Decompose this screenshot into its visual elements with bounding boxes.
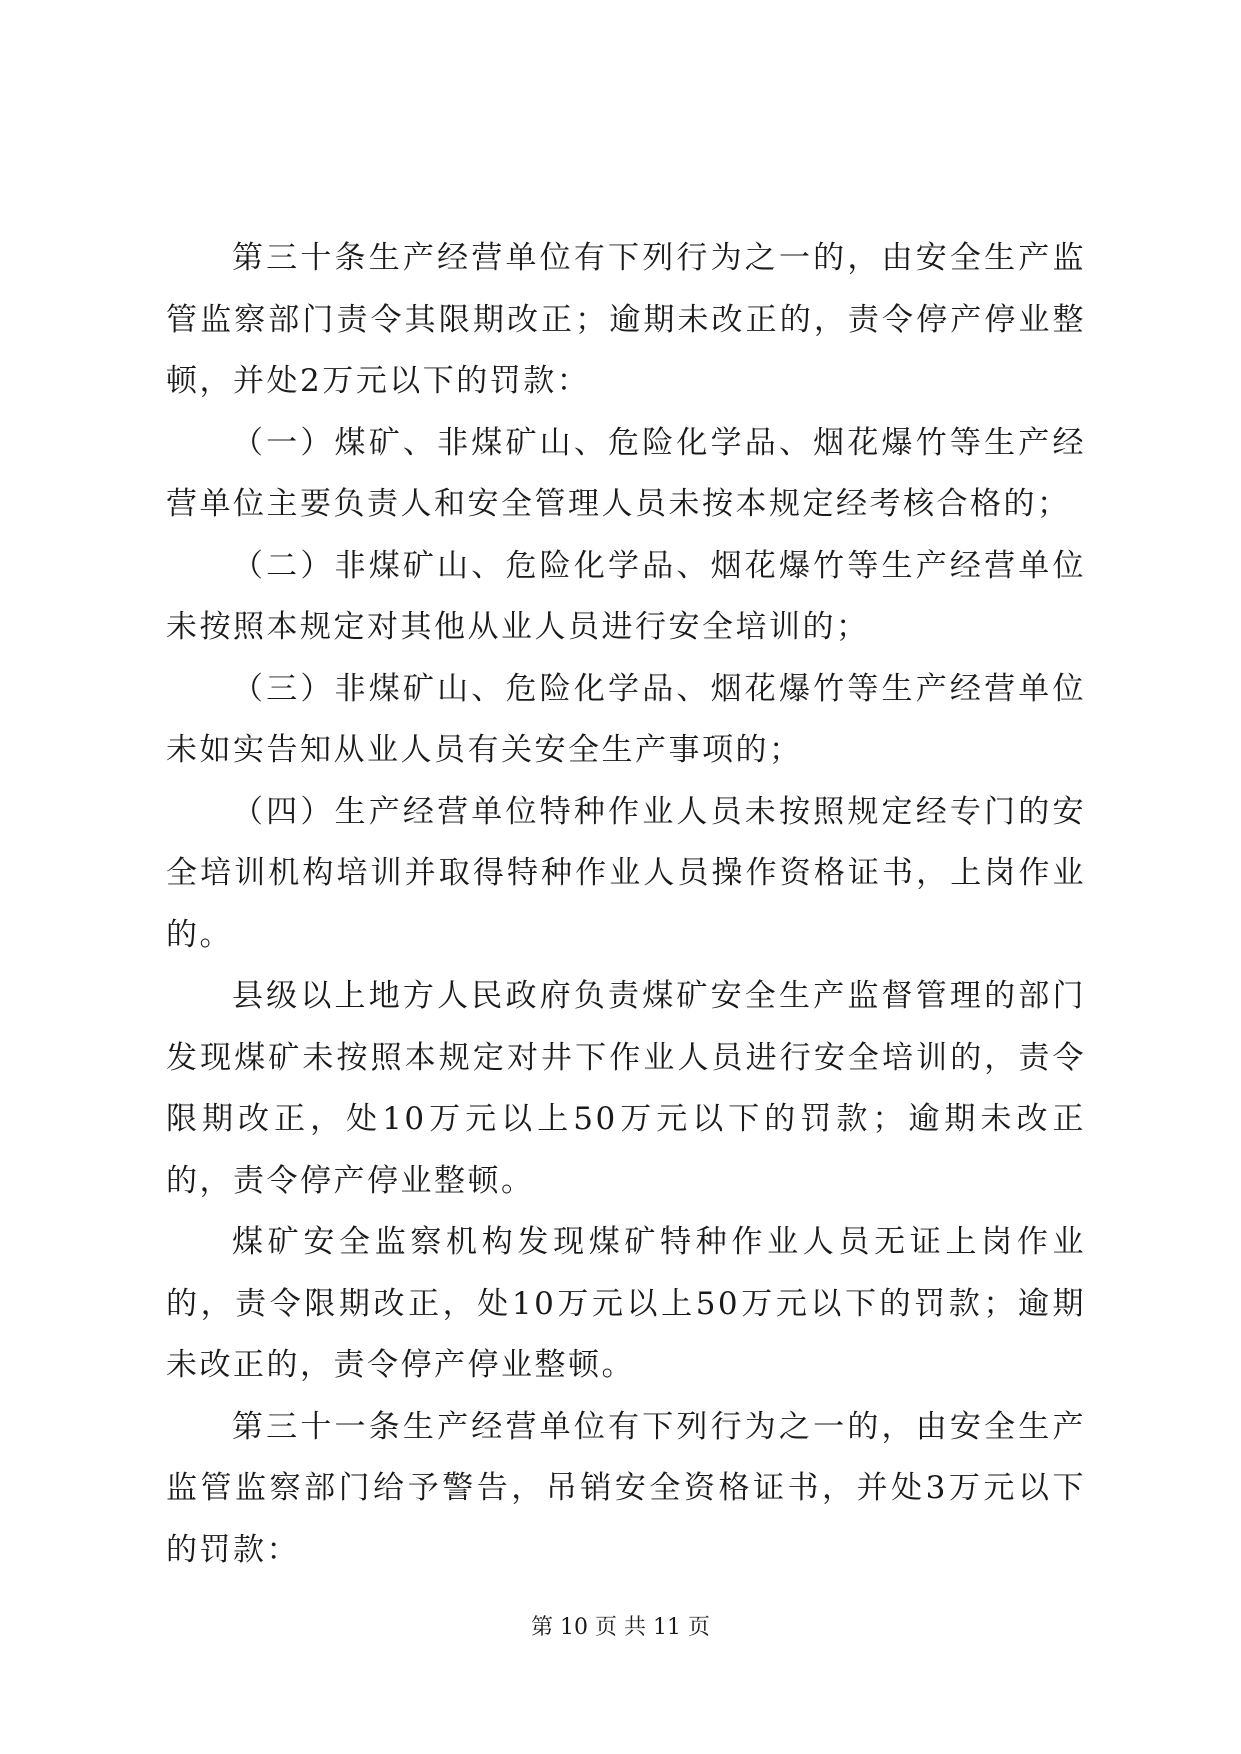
paragraph-article-30: 第三十条生产经营单位有下列行为之一的，由安全生产监管监察部门责令其限期改正；逾期未改正的，责令停产停业整顿，并处2万元以下的罚款：: [166, 240, 1086, 399]
paragraph-item-1: （一）煤矿、非煤矿山、危险化学品、烟花爆竹等生产经营单位主要负责人和安全管理人员未按本规定经考核合格的；: [166, 424, 1086, 522]
paragraph-county-level: 县级以上地方人民政府负责煤矿安全生产监督管理的部门发现煤矿未按照本规定对井下作业人员进行安全培训的，责令限期改正，处10万元以上50万元以下的罚款；逾期未改正的，责令停产停业整顿。: [166, 978, 1086, 1199]
paragraph-coal-mine-supervision: 煤矿安全监察机构发现煤矿特种作业人员无证上岗作业的，责令限期改正，处10万元以上50万元以下的罚款；逾期未改正的，责令停产停业整顿。: [166, 1224, 1086, 1383]
paragraph-item-3: （三）非煤矿山、危险化学品、烟花爆竹等生产经营单位未如实告知从业人员有关安全生产事项的；: [166, 670, 1086, 768]
document-body: [166, 228, 1086, 1581]
paragraph-item-4: （四）生产经营单位特种作业人员未按照规定经专门的安全培训机构培训并取得特种作业人员操作资格证书，上岗作业的。: [166, 793, 1086, 953]
page-number-footer: 第 10 页 共 11 页: [531, 1615, 710, 1640]
paragraph-item-2: （二）非煤矿山、危险化学品、烟花爆竹等生产经营单位未按照本规定对其他从业人员进行安全培训的；: [166, 547, 1086, 645]
paragraph-article-31: 第三十一条生产经营单位有下列行为之一的，由安全生产监管监察部门给予警告，吊销安全资格证书，并处3万元以下的罚款：: [166, 1408, 1086, 1568]
